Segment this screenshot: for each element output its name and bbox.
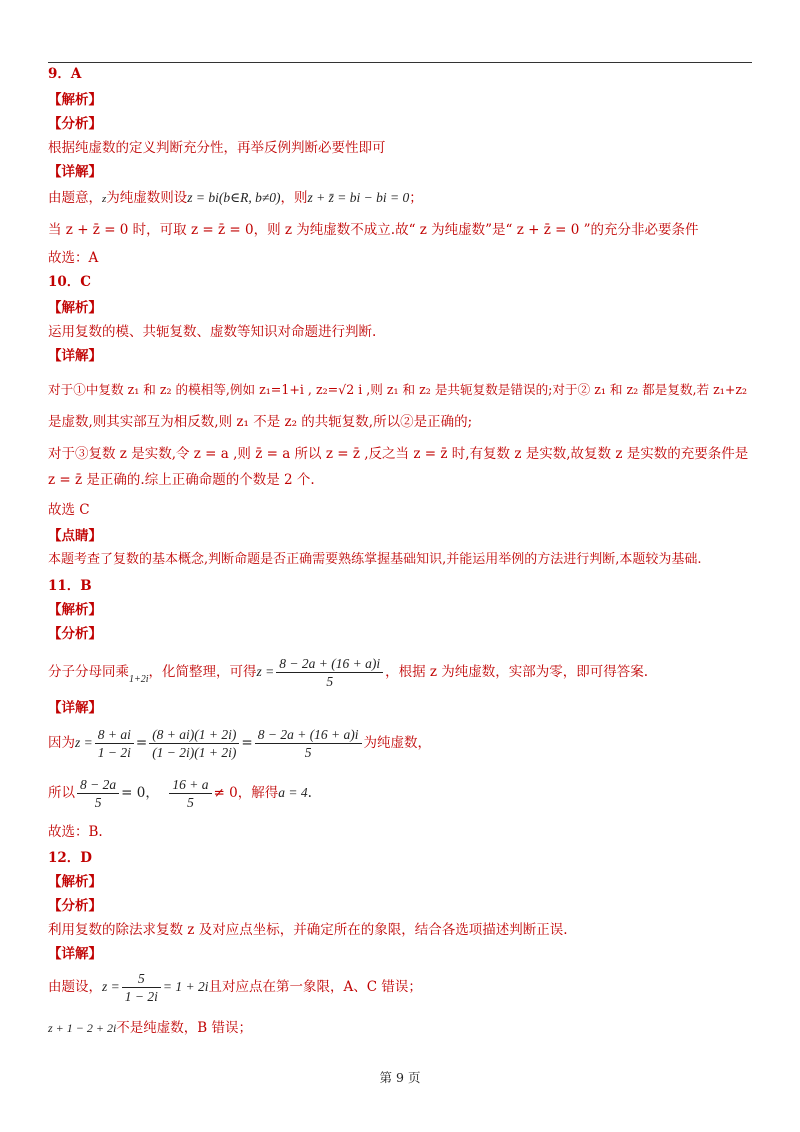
q11-fenxi-frac bbox=[276, 655, 383, 690]
q10-analysis: 运用复数的模、共轭复数、虚数等知识对命题进行判断. bbox=[48, 324, 377, 340]
q9-fenxi-text: 根据纯虚数的定义判断充分性，再举反例判断必要性即可 bbox=[48, 140, 386, 156]
q9-line1-e: z + z̄ = bi − bi = 0 bbox=[307, 190, 410, 205]
q11-frac-3 bbox=[255, 726, 362, 761]
q9-line1 bbox=[48, 188, 760, 209]
q11-fenxi-frac-den: 5 bbox=[326, 674, 334, 689]
q11-xiangjie: 【详解】 bbox=[48, 700, 102, 716]
q11-eq-z: z = bbox=[75, 735, 93, 750]
q11-result-tail: . bbox=[307, 785, 312, 801]
q11-frac-3-num: 8 − 2a + (16 + a)i bbox=[255, 726, 362, 744]
q10-line3: 对于③复数 z 是实数,令 z = a ,则 z̄ = a 所以 z = z̄ ,反之当 z = z̄ 时,有复数 z 是实数,故复数 z 是实数的充要条件是 bbox=[48, 446, 749, 462]
q9-fenxi: 【分析】 bbox=[48, 116, 102, 132]
q11-eq-tail: 为纯虚数， bbox=[363, 735, 432, 751]
q11-fenxi-frac-num: 8 − 2a + (16 + a)i bbox=[276, 655, 383, 673]
q12-l1-a: 由题设， bbox=[48, 979, 102, 995]
q11-frac-1-num: 8 + ai bbox=[95, 726, 134, 744]
q11-frac-2-den: (1 − 2i)(1 + 2i) bbox=[152, 745, 237, 760]
q10-conclusion: 故选 C bbox=[48, 502, 90, 518]
q9-line1-z: z bbox=[102, 193, 107, 205]
q12-l1-c: 且对应点在第一象限，A、C 错误； bbox=[208, 979, 422, 995]
q10-line2: 是虚数,则其实部互为相反数,则 z₁ 不是 z₂ 的共轭复数,所以②是正确的; bbox=[48, 414, 473, 430]
q9-line2: 当 z + z̄ = 0 时，可取 z = z̄ = 0，则 z 为纯虚数不成立.故“ z 为纯虚数”是“ z + z̄ = 0 ”的充分非必要条件 bbox=[48, 222, 699, 238]
q11-fenxi-mult: 1+2i bbox=[129, 674, 149, 685]
q9-line1-b: 为纯虚数则设 bbox=[106, 190, 188, 206]
q12-l2-text: 不是纯虚数，B 错误； bbox=[116, 1020, 253, 1036]
q12-l1-z: z = bbox=[102, 979, 120, 994]
q11-answer: 11．B bbox=[48, 578, 92, 594]
q11-frac-2 bbox=[149, 726, 239, 761]
header-rule bbox=[48, 62, 752, 63]
q11-jiexi: 【解析】 bbox=[48, 602, 102, 618]
q11-frac-2-num: (8 + ai)(1 + 2i) bbox=[149, 726, 239, 744]
q11-frac-g1 bbox=[77, 776, 119, 811]
q11-result: a = 4 bbox=[278, 785, 308, 800]
q10-jiexi: 【解析】 bbox=[48, 300, 102, 316]
q12-line1 bbox=[48, 966, 760, 1008]
q9-line1-c: z = bi(b∈R, b≠0) bbox=[187, 190, 281, 205]
q9-line1-f: ； bbox=[409, 190, 423, 206]
q11-g2-tail: ≠ 0，解得 bbox=[213, 785, 279, 801]
q11-fenxi-z: z = bbox=[256, 664, 275, 679]
q9-xiangjie: 【详解】 bbox=[48, 164, 102, 180]
q11-frac-g1-num: 8 − 2a bbox=[77, 776, 119, 794]
q12-fenxi-text: 利用复数的除法求复数 z 及对应点坐标，并确定所在的象限，结合各选项描述判断正误. bbox=[48, 922, 568, 938]
q10-comment: 本题考查了复数的基本概念,判断命题是否正确需要熟练掌握基础知识,并能运用举例的方法进行判断,本题较为基础. bbox=[48, 552, 702, 567]
q11-frac-1 bbox=[95, 726, 134, 761]
q11-frac-g2-den: 5 bbox=[187, 795, 194, 810]
q11-yinwei: 因为 bbox=[48, 735, 75, 751]
q11-frac-g1-den: 5 bbox=[94, 795, 102, 810]
page-number: 第 9 页 bbox=[379, 1070, 421, 1085]
q12-jiexi: 【解析】 bbox=[48, 874, 102, 890]
q12-xiangjie: 【详解】 bbox=[48, 946, 102, 962]
q11-fenxi-a: 分子分母同乘 bbox=[48, 664, 129, 680]
q10-dianjing: 【点睛】 bbox=[48, 528, 102, 544]
q11-fenxi: 【分析】 bbox=[48, 626, 102, 642]
q11-fenxi-line bbox=[48, 652, 760, 700]
q11-fenxi-b: ，化简整理，可得 bbox=[148, 664, 257, 680]
q11-frac-g2-num: 16 + a bbox=[169, 776, 211, 794]
q12-fenxi: 【分析】 bbox=[48, 898, 102, 914]
q9-line1-a: 由题意， bbox=[48, 190, 102, 206]
q12-answer: 12．D bbox=[48, 850, 92, 866]
q11-eq-line: 因为z = $\frac{8 + ai}{1 - 2i}$ = $\frac{(8 + ai)(1 + 2i)}{(1 - 2i)(1 + 2i)}$ = $\frac{8 - 2a + (16 + a)i}{5}$ 为纯虚数， bbox=[48, 727, 432, 760]
q11-fenxi-c: ，根据 z 为纯虚数，实部为零，即可得答案. bbox=[385, 664, 649, 680]
q11-frac-1-den: 1 − 2i bbox=[97, 745, 131, 760]
q11-suoyi-line bbox=[48, 772, 760, 814]
q9-line1-d: ，则 bbox=[280, 190, 308, 206]
q9-conclusion: 故选：A bbox=[48, 250, 99, 266]
q12-frac bbox=[122, 970, 161, 1005]
q10-xiangjie: 【详解】 bbox=[48, 348, 102, 364]
q12-frac-num: 5 bbox=[122, 970, 161, 988]
q11-frac-g2 bbox=[169, 776, 211, 811]
q12-l2-expr: z + 1 − 2 + 2i bbox=[48, 1021, 117, 1035]
q11-conclusion: 故选：B. bbox=[48, 824, 103, 840]
q10-line4: z = z̄ 是正确的.综上正确命题的个数是 2 个. bbox=[48, 472, 315, 488]
q11-g1-tail: = 0， bbox=[121, 785, 159, 801]
q12-l1-b: = 1 + 2i bbox=[162, 979, 209, 994]
q9-jiexi: 【解析】 bbox=[48, 92, 102, 108]
q11-frac-3-den: 5 bbox=[304, 745, 312, 760]
q10-answer: 10．C bbox=[48, 274, 92, 290]
q11-suoyi: 所以 bbox=[48, 785, 75, 801]
q10-line1: 对于①中复数 z₁ 和 z₂ 的模相等,例如 z₁=1+i , z₂=√2 i ,则 z₁ 和 z₂ 是共轭复数是错误的;对于② z₁ 和 z₂ 都是复数,若 z₁+z₂ bbox=[48, 382, 748, 397]
q12-line2 bbox=[48, 1018, 760, 1038]
q9-answer: 9．A bbox=[48, 66, 82, 82]
q12-frac-den: 1 − 2i bbox=[124, 989, 158, 1004]
